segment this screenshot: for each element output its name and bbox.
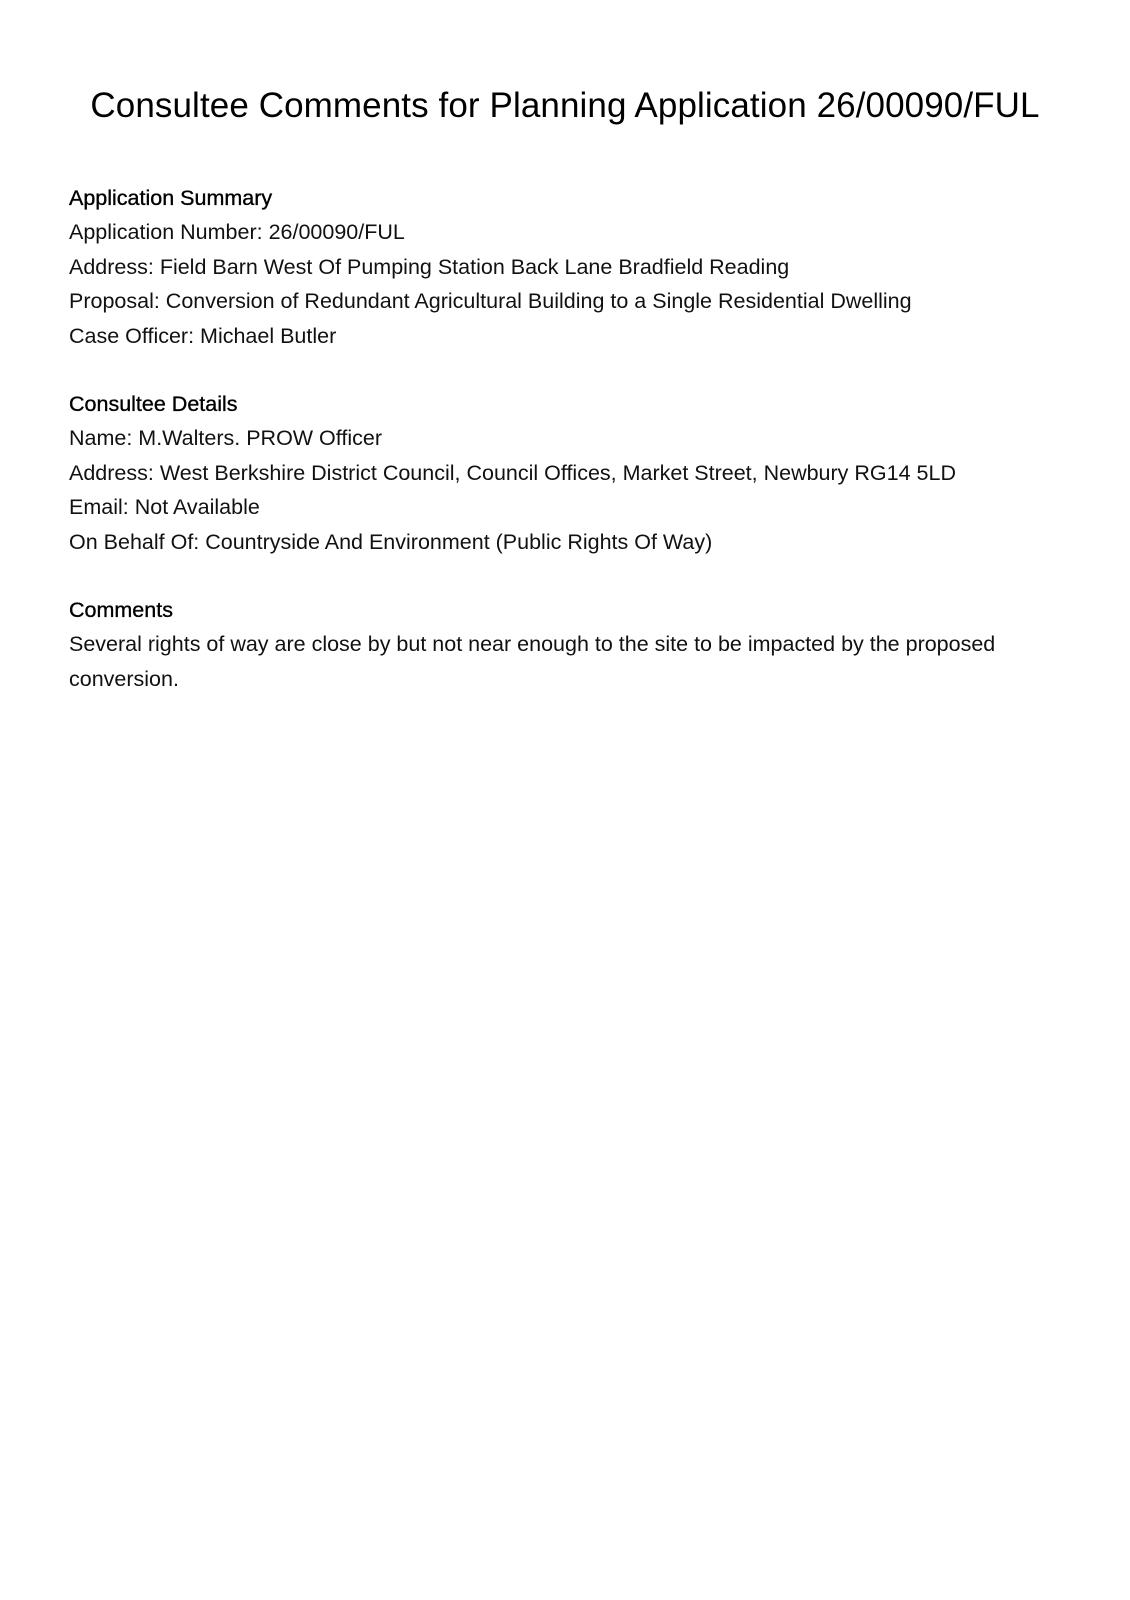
comments-section <box>69 593 1069 696</box>
consultee-address: Address: West Berkshire District Council, Council Offices, Market Street, Newbury RG14 5LD <box>69 460 956 485</box>
comments-text: Several rights of way are close by but not near enough to the site to be impacted by the proposed conversion. <box>69 632 996 691</box>
application-summary-section <box>69 181 1069 353</box>
page-title: Consultee Comments for Planning Application 26/00090/FUL <box>90 86 1040 125</box>
consultee-name: Name: M.Walters. PROW Officer <box>69 426 382 450</box>
consultee-details-heading: Consultee Details <box>69 392 238 416</box>
comments-heading: Comments <box>69 598 173 622</box>
consultee-on-behalf-of: On Behalf Of: Countryside And Environment (Public Rights Of Way) <box>69 529 713 554</box>
application-proposal: Proposal: Conversion of Redundant Agricultural Building to a Single Residential Dwelling <box>69 289 912 313</box>
case-officer: Case Officer: Michael Butler <box>69 323 337 348</box>
application-summary-heading: Application Summary <box>69 186 273 210</box>
application-address: Address: Field Barn West Of Pumping Station Back Lane Bradfield Reading <box>69 254 790 279</box>
consultee-details-section <box>69 387 1069 559</box>
application-number: Application Number: 26/00090/FUL <box>69 220 405 244</box>
consultee-email: Email: Not Available <box>69 495 260 519</box>
